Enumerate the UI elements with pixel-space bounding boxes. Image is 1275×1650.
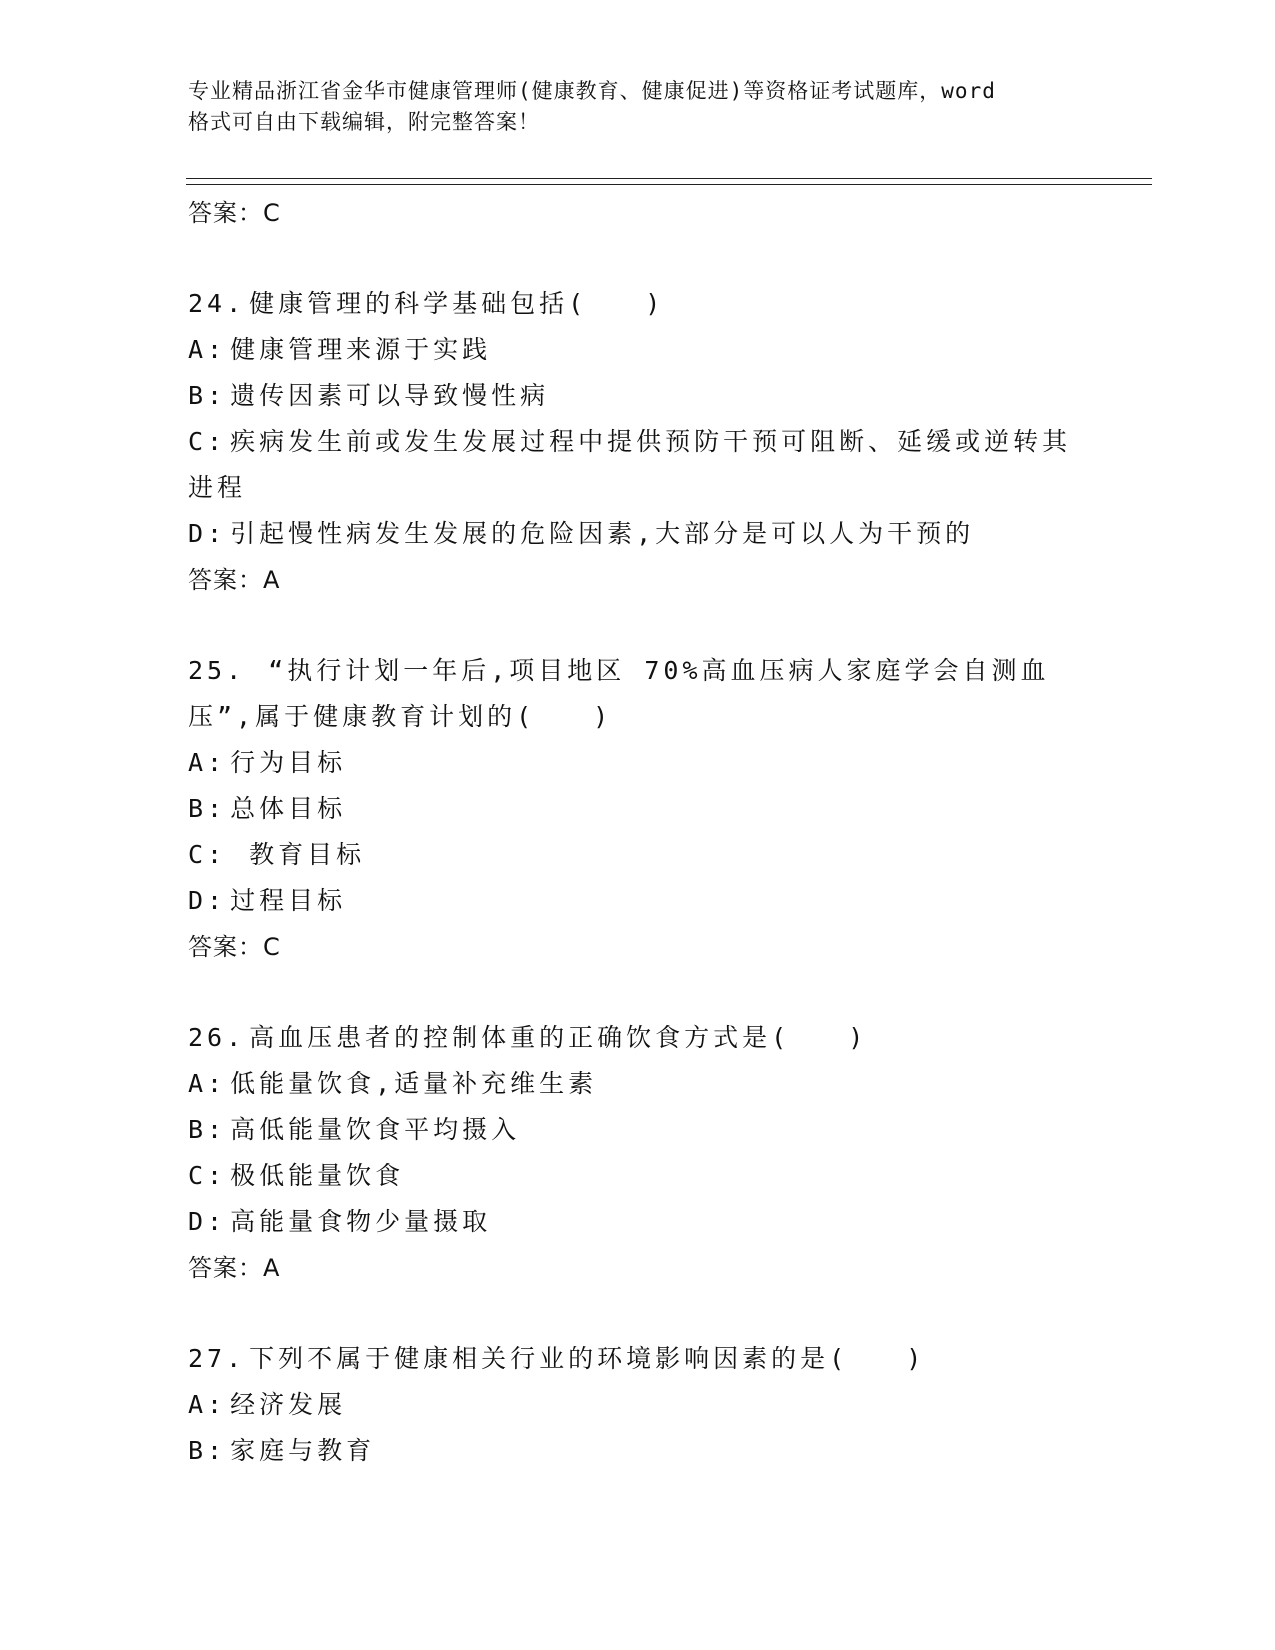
- option-a: [188, 327, 1088, 373]
- answer-value: C: [263, 933, 281, 961]
- question-25: [188, 648, 1088, 970]
- option-a: [188, 1061, 1088, 1107]
- option-key: C:: [188, 427, 227, 456]
- option-d: [188, 1199, 1088, 1245]
- question-number: 25.: [188, 656, 246, 685]
- option-key: B:: [188, 1115, 227, 1144]
- question-text: “执行计划一年后,项目地区 70%高血压病人家庭学会自测血压”,属于健康教育计划的( ): [188, 656, 1050, 731]
- option-b: [188, 373, 1088, 419]
- question-27: [188, 1336, 1088, 1474]
- option-text: 过程目标: [230, 886, 347, 915]
- option-text: 总体目标: [230, 794, 347, 823]
- option-text: 遗传因素可以导致慢性病: [230, 381, 550, 410]
- question-text: 下列不属于健康相关行业的环境影响因素的是( ): [249, 1344, 926, 1373]
- answer-value: C: [263, 199, 281, 227]
- option-text: 疾病发生前或发生发展过程中提供预防干预可阻断、延缓或逆转其进程: [188, 427, 1072, 502]
- option-key: A:: [188, 1069, 227, 1098]
- option-text: 教育目标: [230, 840, 366, 869]
- option-a: [188, 1382, 1088, 1428]
- option-key: D:: [188, 886, 227, 915]
- question-number: 24.: [188, 289, 246, 318]
- option-key: B:: [188, 381, 227, 410]
- header-line-2: 格式可自由下载编辑，附完整答案！: [188, 110, 540, 134]
- option-b: [188, 1428, 1088, 1474]
- header-line-1: 专业精品浙江省金华市健康管理师(健康教育、健康促进)等资格证考试题库，word: [188, 79, 996, 103]
- option-text: 健康管理来源于实践: [230, 335, 492, 364]
- option-key: A:: [188, 1390, 227, 1419]
- question-stem: [188, 1336, 1088, 1382]
- answer-line: [188, 1245, 1088, 1291]
- option-a: [188, 740, 1088, 786]
- document-header: [188, 76, 1088, 138]
- answer-value: A: [263, 1254, 281, 1282]
- question-text: 健康管理的科学基础包括( ): [249, 289, 665, 318]
- question-24: [188, 281, 1088, 603]
- option-key: B:: [188, 1436, 227, 1465]
- option-b: [188, 786, 1088, 832]
- option-key: D:: [188, 519, 227, 548]
- option-key: C:: [188, 840, 227, 869]
- option-key: B:: [188, 794, 227, 823]
- option-text: 经济发展: [230, 1390, 347, 1419]
- question-stem: [188, 648, 1088, 740]
- answer-value: A: [263, 566, 281, 594]
- option-text: 引起慢性病发生发展的危险因素,大部分是可以人为干预的: [230, 519, 975, 548]
- option-key: D:: [188, 1207, 227, 1236]
- answer-label: 答案：: [188, 933, 263, 961]
- question-stem: [188, 1015, 1088, 1061]
- option-d: [188, 878, 1088, 924]
- answer-line: [188, 924, 1088, 970]
- question-number: 26.: [188, 1023, 246, 1052]
- option-text: 高能量食物少量摄取: [230, 1207, 492, 1236]
- header-divider: [186, 178, 1152, 185]
- answer-label: 答案：: [188, 1254, 263, 1282]
- question-text: 高血压患者的控制体重的正确饮食方式是( ): [249, 1023, 868, 1052]
- option-text: 家庭与教育: [230, 1436, 376, 1465]
- answer-line: [188, 190, 1088, 236]
- question-number: 27.: [188, 1344, 246, 1373]
- option-c: [188, 1153, 1088, 1199]
- option-text: 高低能量饮食平均摄入: [230, 1115, 521, 1144]
- option-text: 极低能量饮食: [230, 1161, 405, 1190]
- option-c: [188, 419, 1088, 511]
- question-26: [188, 1015, 1088, 1291]
- option-d: [188, 511, 1088, 557]
- option-key: C:: [188, 1161, 227, 1190]
- option-b: [188, 1107, 1088, 1153]
- question-list: [188, 190, 1088, 1474]
- question-stem: [188, 281, 1088, 327]
- option-key: A:: [188, 335, 227, 364]
- option-key: A:: [188, 748, 227, 777]
- answer-line: [188, 557, 1088, 603]
- answer-label: 答案：: [188, 566, 263, 594]
- answer-label: 答案：: [188, 199, 263, 227]
- option-text: 行为目标: [230, 748, 347, 777]
- option-text: 低能量饮食,适量补充维生素: [230, 1069, 598, 1098]
- option-c: [188, 832, 1088, 878]
